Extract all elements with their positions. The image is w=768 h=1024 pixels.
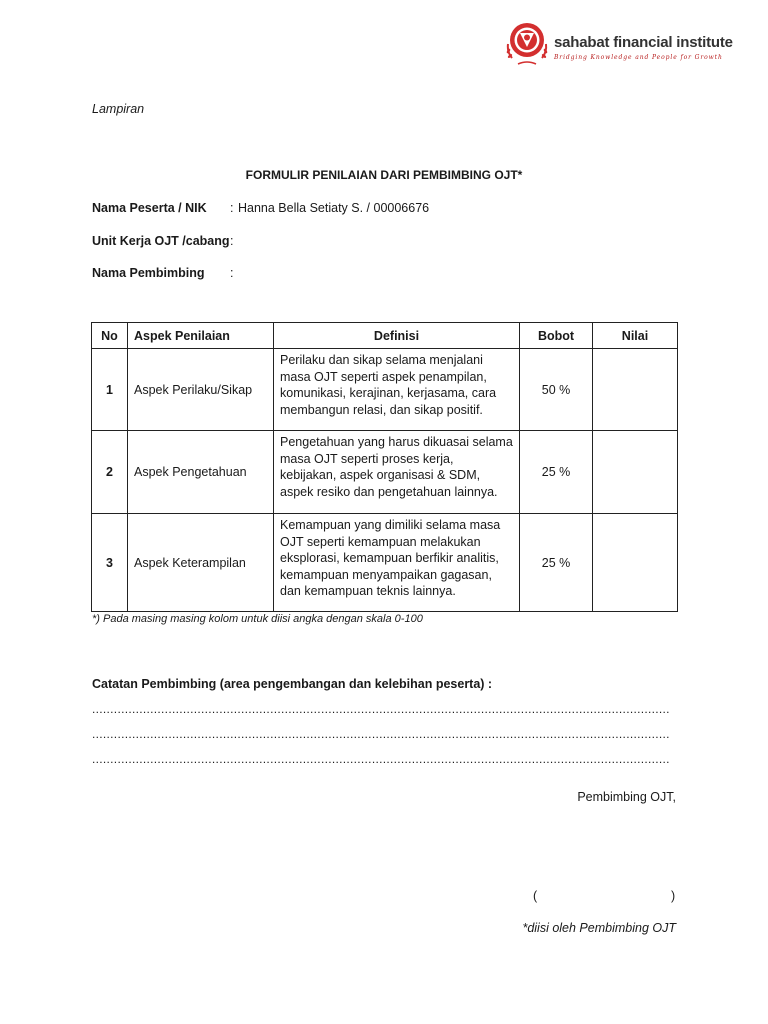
sfi-emblem-icon bbox=[504, 18, 550, 70]
table-footnote: *) Pada masing masing kolom untuk diisi angka dengan skala 0-100 bbox=[92, 613, 423, 625]
logo-tagline: Bridging Knowledge and People for Growth bbox=[554, 54, 723, 61]
peserta-label: Nama Peserta / NIK bbox=[92, 201, 207, 215]
header-definisi: Definisi bbox=[274, 323, 520, 349]
row-aspek: Aspek Keterampilan bbox=[128, 514, 274, 612]
row-nilai-field[interactable] bbox=[593, 349, 678, 431]
lampiran-label: Lampiran bbox=[92, 102, 145, 116]
assessment-table bbox=[91, 322, 678, 612]
catatan-label: Catatan Pembimbing (area pengembangan dan kelebihan peserta) : bbox=[92, 677, 493, 691]
pembimbing-label: Nama Pembimbing bbox=[92, 266, 205, 280]
logo-name: sahabat financial institute bbox=[554, 34, 733, 51]
row-bobot: 25 % bbox=[520, 514, 593, 612]
row-aspek: Aspek Perilaku/Sikap bbox=[128, 349, 274, 431]
signature-note: *diisi oleh Pembimbing OJT bbox=[522, 921, 676, 935]
table-header-row bbox=[92, 323, 678, 349]
row-no: 2 bbox=[92, 431, 128, 514]
unit-colon: : bbox=[230, 234, 234, 248]
peserta-value: Hanna Bella Setiaty S. / 00006676 bbox=[238, 201, 430, 215]
peserta-colon: : bbox=[230, 201, 234, 215]
signature-paren-open: ( bbox=[533, 889, 538, 903]
header-bobot: Bobot bbox=[520, 323, 593, 349]
header-aspek: Aspek Penilaian bbox=[128, 323, 274, 349]
row-bobot: 50 % bbox=[520, 349, 593, 431]
catatan-line-2[interactable]: ............................................................................................................................................................... bbox=[92, 727, 670, 741]
pembimbing-colon: : bbox=[230, 266, 234, 280]
header-nilai: Nilai bbox=[593, 323, 678, 349]
form-title: FORMULIR PENILAIAN DARI PEMBIMBING OJT* bbox=[245, 168, 523, 182]
row-definisi: Perilaku dan sikap selama menjalani masa OJT seperti aspek penampilan, komunikasi, kerajinan, kerjasama, cara membangun relasi, dan sikap positif. bbox=[274, 349, 520, 431]
row-definisi: Kemampuan yang dimiliki selama masa OJT seperti kemampuan melakukan eksplorasi, kemampuan berfikir analitis, kemampuan menyampaikan gagasan, dan kemampuan teknis lainnya. bbox=[274, 514, 520, 612]
row-no: 1 bbox=[92, 349, 128, 431]
header-no: No bbox=[92, 323, 128, 349]
row-nilai-field[interactable] bbox=[593, 431, 678, 514]
row-definisi: Pengetahuan yang harus dikuasai selama masa OJT seperti proses kerja, kebijakan, aspek organisasi & SDM, aspek resiko dan pengetahuan lainnya. bbox=[274, 431, 520, 514]
catatan-line-1[interactable]: ............................................................................................................................................................... bbox=[92, 702, 670, 716]
company-logo bbox=[504, 18, 734, 74]
signature-paren-close: ) bbox=[671, 889, 676, 903]
table-row bbox=[92, 431, 678, 514]
table-row bbox=[92, 514, 678, 612]
row-bobot: 25 % bbox=[520, 431, 593, 514]
table-row bbox=[92, 349, 678, 431]
catatan-line-3[interactable]: ............................................................................................................................................................... bbox=[92, 752, 670, 766]
row-nilai-field[interactable] bbox=[593, 514, 678, 612]
signature-label: Pembimbing OJT, bbox=[577, 790, 676, 804]
row-aspek: Aspek Pengetahuan bbox=[128, 431, 274, 514]
unit-label: Unit Kerja OJT /cabang bbox=[92, 234, 230, 248]
row-no: 3 bbox=[92, 514, 128, 612]
